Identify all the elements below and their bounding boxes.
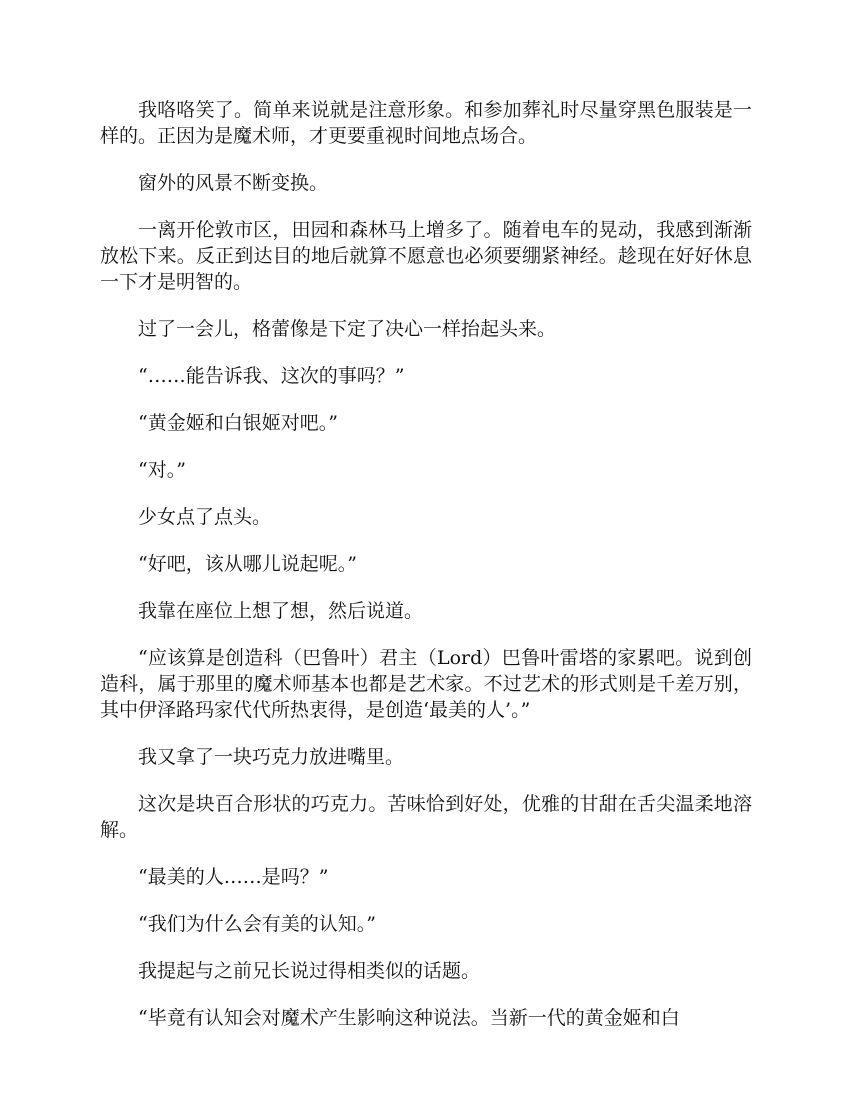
paragraph: 我靠在座位上想了想，然后说道。 [138,600,424,622]
paragraph: 过了一会儿，格蕾像是下定了决心一样抬起头来。 [138,318,557,340]
paragraph: “毕竟有认知会对魔术产生影响这种说法。当新一代的黄金姬和白 [138,1007,680,1029]
document-body [100,97,752,1052]
paragraph: 少女点了点头。 [138,506,272,528]
paragraph: “黄金姬和白银姬对吧。” [138,412,338,434]
paragraph: “应该算是创造科（巴鲁叶）君主（Lord）巴鲁叶雷塔的家累吧。说到创造科，属于那里的魔术师基本也都是艺术家。不过艺术的形式则是千差万别，其中伊泽路玛家代代所热衷得，是创造‘最美的人’。” [100,647,752,721]
paragraph: 一离开伦敦市区，田园和森林马上增多了。随着电车的晃动，我感到渐渐放松下来。反正到达目的地后就算不愿意也必须要绷紧神经。趁现在好好休息一下才是明智的。 [100,219,752,293]
paragraph: 窗外的风景不断变换。 [138,172,329,194]
paragraph: 我咯咯笑了。简单来说就是注意形象。和参加葬礼时尽量穿黑色服装是一样的。正因为是魔术师，才更要重视时间地点场合。 [100,99,752,147]
paragraph: “……能告诉我、这次的事吗？” [138,365,405,387]
paragraph: 我提起与之前兄长说过得相类似的话题。 [138,960,481,982]
paragraph: “我们为什么会有美的认知。” [138,913,376,935]
paragraph: 我又拿了一块巧克力放进嘴里。 [138,746,405,768]
paragraph: “对。” [138,459,186,481]
paragraph: 这次是块百合形状的巧克力。苦味恰到好处，优雅的甘甜在舌尖温柔地溶解。 [100,793,752,841]
paragraph: “最美的人……是吗？” [138,866,329,888]
paragraph: “好吧，该从哪儿说起呢。” [138,553,357,575]
